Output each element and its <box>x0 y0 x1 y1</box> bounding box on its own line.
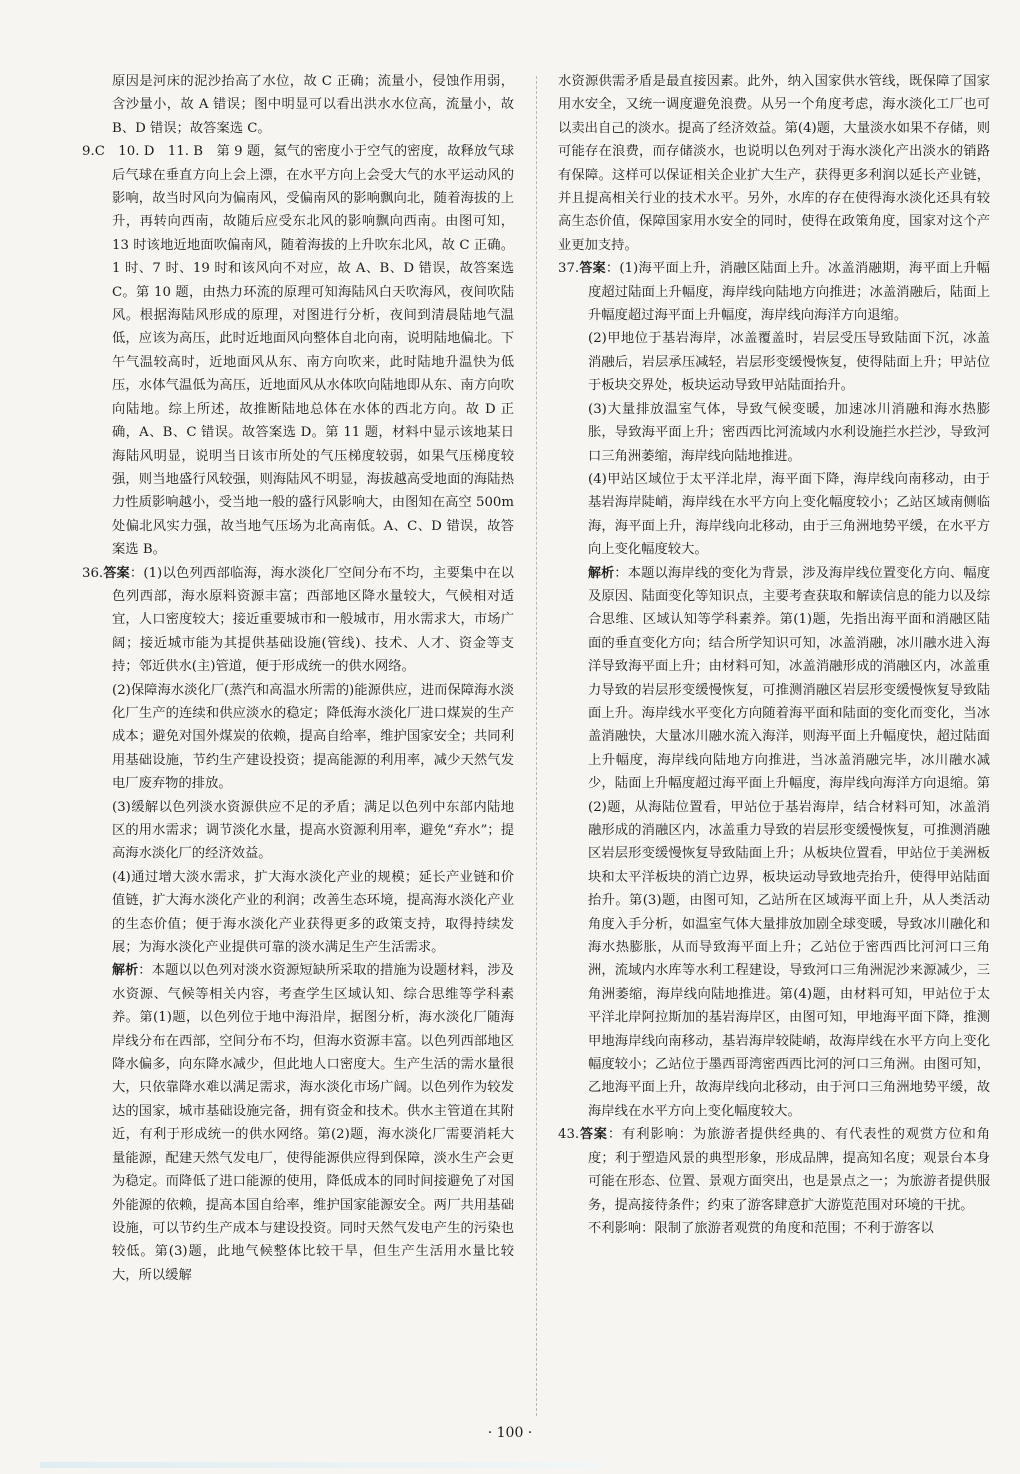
paragraph-text: 不利影响：限制了旅游者观赏的角度和范围；不利于游客以 <box>588 1220 934 1236</box>
question-number: 9. <box>82 144 95 160</box>
answer-paragraph <box>82 679 514 796</box>
answer-paragraph: 37.答案：(1)海平面上升，消融区陆面上升。冰盖消融期，海平面上升幅度超过陆面上升幅度，海岸线向陆地方向推进；冰盖消融后，陆面上升幅度超过海平面上升幅度，海岸线向海洋方向退缩。 <box>558 261 990 324</box>
column-divider <box>536 76 537 1416</box>
paragraph-text: 原因是河床的泥沙抬高了水位，故 C 正确；流量小，侵蚀作用弱，含沙量小，故 A 错误；图中明显可以看出洪水水位高，流量小，故 B、D 错误；故答案选 C。 <box>112 74 514 136</box>
answer-paragraph <box>82 70 514 140</box>
right-column <box>558 70 990 1240</box>
paragraph-text: 本题以海岸线的变化为背景，涉及海岸线位置变化方向、幅度及原因、陆面变化等知识点，主要考查获取和解读信息的能力以及综合思维、区域认知等学科素养。第(1)题，先指出海平面和消融区陆面的垂直变化方向；结合所学知识可知，冰盖消融，冰川融水进入海洋导致海平面上升；由材料可知，冰盖消融形成的消融区内，冰盖重力导致的岩层形变缓慢恢复，可推测消融区岩层形变缓慢恢复导致陆面上升。海岸线水平变化方向随着海平面和陆面的变化而变化，当冰盖消融快，大量冰川融水流入海洋，则海平面上升幅度快，超过陆面上升幅度，海岸线向陆地方向推进，当冰盖消融完毕，冰川融水减少，陆面上升幅度超过海平面上升幅度，海岸线向海洋方向退缩。第(2)题，从海陆位置看，甲站位于基岩海岸，结合材料可知，冰盖消融形成的消融区内，冰盖重力导致的岩层形变缓慢恢复，可推测消融区岩层形变缓慢恢复导致陆面上升；从板块位置看，甲站位于美洲板块和太平洋板块的消亡边界，板块运动导致地壳抬升，使得甲站陆面抬升。第(3)题，由图可知，乙站所在区域海平面上升，从人类活动角度入手分析，如温室气体大量排放加剧全球变暖，导致冰川融化和海水热膨胀，从而导致海平面上升；乙站位于密西西比河河口三角洲，流域内水库等水利工程建设，导致河口三角洲泥沙来源减少，三角洲萎缩，海岸线向陆地推进。第(4)题，由材料可知，甲站位于太平洋北岸阿拉斯加的基岩海岸区，由图可知，甲地海平面下降，推测甲地海岸线向南移动，基岩海岸较陡峭，故海岸线在水平方向上变化幅度较小；乙站位于墨西哥湾密西西比河的河口三角洲。由图可知，乙地海平面上升，故海岸线向北移动，由于河口三角洲地势平缓，故海岸线在水平方向上变化幅度较大。 <box>588 565 991 1119</box>
answer-paragraph: 解析：本题以以色列对淡水资源短缺所采取的措施为设题材料，涉及水资源、气候等相关内容，考查学生区域认知、综合思维等学科素养。第(1)题，以色列位于地中海沿岸，据图分析，海水淡化厂随海岸线分布在西部，空间分布不均，但海水资源丰富。以色列西部地区降水偏多，向东降水减少，但此地人口密度大。生产生活的需水量很大，只依靠降水难以满足需求，海水淡化市场广阔。以色列作为较发达的国家，城市基础设施完备，拥有资金和技术。供水主管道在其附近，有利于形成统一的供水网络。第(2)题，海水淡化厂需要消耗大量能源，配建天然气发电厂，使得能源供应得到保障，淡水生产会更为稳定。而降低了进口能源的使用，降低成本的同时间接避免了对国外能源的依赖，提高本国自给率，维护国家能源安全。两厂共用基础设施，可以节约生产成本与建设投资。同时天然气发电产生的污染也较低。第(3)题，此地气候整体比较干旱，但生产生活用水量比较大，所以缓解 <box>112 963 515 1283</box>
section-label: 答案 <box>579 261 606 277</box>
section-label: 解析 <box>112 963 139 979</box>
section-label: 解析 <box>588 565 615 581</box>
answer-paragraph <box>558 70 990 257</box>
paragraph-text: (4)甲站区域位于太平洋北岸，海平面下降，海岸线向南移动，由于基岩海岸陡峭，海岸线在水平方向上变化幅度较小；乙站区域南侧临海，海平面上升，海岸线向北移动，由于三角洲地势平缓，在水平方向上变化幅度较大。 <box>588 471 990 558</box>
answer-paragraph <box>558 468 990 562</box>
page-number: · 100 · <box>487 1425 533 1441</box>
question-number: 36. <box>82 565 104 581</box>
paragraph-text: 水资源供需矛盾是最直接因素。此外，纳入国家供水管线，既保障了国家用水安全，又统一调度避免浪费。从另一个角度考虑，海水淡化工厂也可以卖出自己的淡水。提高了经济效益。第(4)题，大量淡水如果不存储，则可能存在浪费，而存储淡水，也说明以色列对于海水淡化产出淡水的销路有保障。这样可以保证相关企业扩大生产，获得更多利润以延长产业链，并且提高相关行业的技术水平。另外，水库的存在使得海水淡化还具有较高生态价值，保障国家用水安全的同时，使得在政策角度，国家对这个产业更加支持。 <box>558 74 990 253</box>
paragraph-text: C 10. D 11. B 第 9 题，氦气的密度小于空气的密度，故释放气球后气球在垂直方向上会上漂，在水平方向上会受大气的水平运动风的影响，故当时风向为偏南风，受偏南风的影响飘向北，随着海拔的上升，再转向西南，故随后应受东北风的影响飘向西南。由图可知，13 时该地近地面吹偏南风，随着海拔的上升吹东北风，故 C 正确。1 时、7 时、19 时和该风向不对应，故 A、B、D 错误，故答案选 C。第 10 题，由热力环流的原理可知海陆风白天吹海风，夜间吹陆风。根据海陆风形成的原理，对图进行分析，夜间到清晨陆地气温低，应该为高压，此时近地面风向整体自北向南，说明陆地偏北。下午气温较高时，近地面风从东、南方向吹来，此时陆地升温快为低压，水体气温低为高压，近地面风从水体吹向陆地即从东、南方向吹向陆地。综上所述，故推断陆地总体在水体的西北方向。故 D 正确，A、B、C 错误。故答案选 D。第 11 题，材料中显示该地某日海陆风明显，说明当日该市所处的气压梯度较弱，如果气压梯度较强，则当地盛行风较强，则海陆风不明显，海拔越高受地面的海陆热力性质影响越小，受当地一般的盛行风影响大，由图知在高空 500m 处偏北风实力强，故当地气压场为北高南低。A、C、D 错误，故答案选 B。 <box>94 144 514 558</box>
answer-paragraph: 解析：本题以海岸线的变化为背景，涉及海岸线位置变化方向、幅度及原因、陆面变化等知识点，主要考查获取和解读信息的能力以及综合思维、区域认知等学科素养。第(1)题，先指出海平面和消融区陆面的垂直变化方向；结合所学知识可知，冰盖消融，冰川融水进入海洋导致海平面上升；由材料可知，冰盖消融形成的消融区内，冰盖重力导致的岩层形变缓慢恢复，可推测消融区岩层形变缓慢恢复导致陆面上升。海岸线水平变化方向随着海平面和陆面的变化而变化，当冰盖消融快，大量冰川融水流入海洋，则海平面上升幅度快，超过陆面上升幅度，海岸线向陆地方向推进，当冰盖消融完毕，冰川融水减少，陆面上升幅度超过海平面上升幅度，海岸线向海洋方向退缩。第(2)题，从海陆位置看，甲站位于基岩海岸，结合材料可知，冰盖消融形成的消融区内，冰盖重力导致的岩层形变缓慢恢复，可推测消融区岩层形变缓慢恢复导致陆面上升；从板块位置看，甲站位于美洲板块和太平洋板块的消亡边界，板块运动导致地壳抬升，使得甲站陆面抬升。第(3)题，由图可知，乙站所在区域海平面上升，从人类活动角度入手分析，如温室气体大量排放加剧全球变暖，导致冰川融化和海水热膨胀，从而导致海平面上升；乙站位于密西西比河河口三角洲，流域内水库等水利工程建设，导致河口三角洲泥沙来源减少，三角洲萎缩，海岸线向陆地推进。第(4)题，由材料可知，甲站位于太平洋北岸阿拉斯加的基岩海岸区，由图可知，甲地海平面下降，推测甲地海岸线向南移动，基岩海岸较陡峭，故海岸线在水平方向上变化幅度较小；乙站位于墨西哥湾密西西比河的河口三角洲。由图可知，乙地海平面上升，故海岸线向北移动，由于河口三角洲地势平缓，故海岸线在水平方向上变化幅度较大。 <box>588 565 991 1119</box>
paragraph-text: (1)海平面上升，消融区陆面上升。冰盖消融期，海平面上升幅度超过陆面上升幅度，海岸线向陆地方向推进；冰盖消融后，陆面上升幅度超过海平面上升幅度，海岸线向海洋方向退缩。 <box>588 261 990 324</box>
section-label: 答案 <box>579 1127 608 1143</box>
paragraph-text: (1)以色列西部临海，海水淡化厂空间分布不均，主要集中在以色列西部，海水原料资源丰富；西部地区降水量较大，气候相对适宜，人口密度较大；接近重要城市和一般城市，用水需求大，市场广阔；接近城市能为其提供基础设施(管线)、技术、人才、资金等支持；邻近供水(主)管道，便于形成统一的供水网络。 <box>112 565 514 675</box>
answer-paragraph <box>558 1217 990 1240</box>
answer-paragraph <box>82 140 514 561</box>
paragraph-text: (3)缓解以色列淡水资源供应不足的矛盾；满足以色列中东部内陆地区的用水需求；调节淡化水量，提高水资源利用率，避免“弃水”；提高海水淡化厂的经济效益。 <box>112 799 514 862</box>
question-number: 37. <box>558 261 580 277</box>
footer-decoration <box>40 1462 600 1468</box>
section-label: 答案 <box>103 565 130 581</box>
paragraph-text: (3)大量排放温室气体，导致气候变暖，加速冰川消融和海水热膨胀，导致海平面上升；密西西比河流域内水利设施拦水拦沙，导致河口三角洲萎缩，海岸线向陆地推进。 <box>588 401 990 464</box>
answer-paragraph <box>558 398 990 468</box>
answer-paragraph: 43.答案：有利影响：为旅游者提供经典的、有代表性的观赏方位和角度；利于塑造风景的典型形象，形成品牌，提高知名度；观景台本身可能在形态、位置、景观方面突出，也是景点之一；为旅游者提供服务，提高接待条件；约束了游客肆意扩大游览范围对环境的干扰。 <box>558 1127 990 1213</box>
question-number: 43. <box>558 1127 580 1143</box>
answer-paragraph <box>558 327 990 397</box>
paragraph-text: 本题以以色列对淡水资源短缺所采取的措施为设题材料，涉及水资源、气候等相关内容，考查学生区域认知、综合思维等学科素养。第(1)题，以色列位于地中海沿岸，据图分析，海水淡化厂随海岸线分布在西部，空间分布不均，但海水资源丰富。以色列西部地区降水偏多，向东降水减少，但此地人口密度大。生产生活的需水量很大，只依靠降水难以满足需求，海水淡化市场广阔。以色列作为较发达的国家，城市基础设施完备，拥有资金和技术。供水主管道在其附近，有利于形成统一的供水网络。第(2)题，海水淡化厂需要消耗大量能源，配建天然气发电厂，使得能源供应得到保障，淡水生产会更为稳定。而降低了进口能源的使用，降低成本的同时间接避免了对国外能源的依赖，提高本国自给率，维护国家能源安全。两厂共用基础设施，可以节约生产成本与建设投资。同时天然气发电产生的污染也较低。第(3)题，此地气候整体比较干旱，但生产生活用水量比较大，所以缓解 <box>112 963 515 1283</box>
answer-paragraph: 36.答案：(1)以色列西部临海，海水淡化厂空间分布不均，主要集中在以色列西部，海水原料资源丰富；西部地区降水量较大，气候相对适宜，人口密度较大；接近重要城市和一般城市，用水需求大，市场广阔；接近城市能为其提供基础设施(管线)、技术、人才、资金等支持；邻近供水(主)管道，便于形成统一的供水网络。 <box>82 565 514 675</box>
paragraph-text: (2)甲地位于基岩海岸，冰盖覆盖时，岩层受压导致陆面下沉，冰盖消融后，岩层承压减轻，岩层形变缓慢恢复，使得陆面上升；甲站位于板块交界处，板块运动导致甲站陆面抬升。 <box>588 331 990 394</box>
left-column <box>82 70 514 1287</box>
paragraph-text: (4)通过增大淡水需求，扩大海水淡化产业的规模；延长产业链和价值链，扩大海水淡化产业的利润；改善生态环境，提高海水淡化产业的生态价值；便于海水淡化产业获得更多的政策支持，取得持续发展；为海水淡化产业提供可靠的淡水满足生产生活需求。 <box>112 869 514 956</box>
answer-paragraph <box>82 796 514 866</box>
paragraph-text: 有利影响：为旅游者提供经典的、有代表性的观赏方位和角度；利于塑造风景的典型形象，形成品牌，提高知名度；观景台本身可能在形态、位置、景观方面突出，也是景点之一；为旅游者提供服务，提高接待条件；约束了游客肆意扩大游览范围对环境的干扰。 <box>588 1127 990 1213</box>
answer-paragraph <box>82 866 514 960</box>
paragraph-text: (2)保障海水淡化厂(蒸汽和高温水所需的)能源供应，进而保障海水淡化厂生产的连续和供应淡水的稳定；降低海水淡化厂进口煤炭的生产成本；避免对国外煤炭的依赖，提高自给率，维护国家安全；共同利用基础设施，节约生产建设投资；提高能源的利用率，减少天然气发电厂废弃物的排放。 <box>112 682 514 792</box>
